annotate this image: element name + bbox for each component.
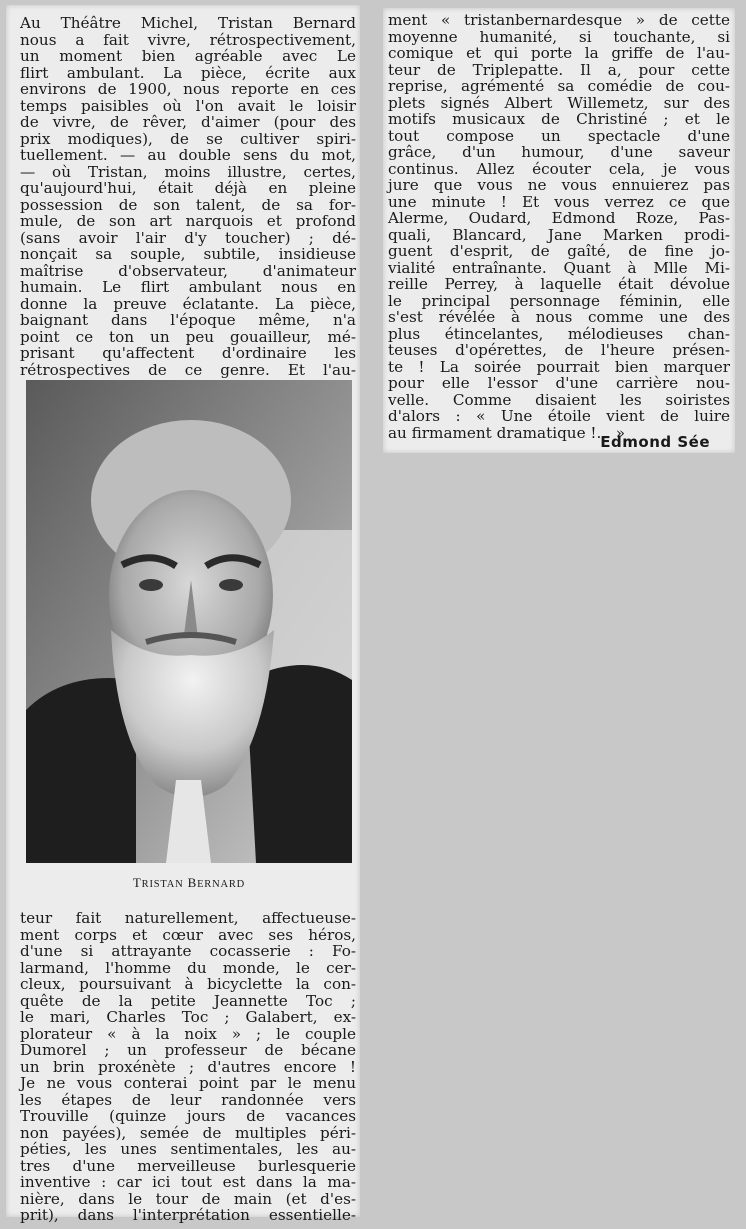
- text-line: Au Théâtre Michel, Tristan Bernard: [20, 14, 356, 32]
- text-line: humain. Le flirt ambulant nous en: [20, 278, 356, 296]
- text-line: flirt ambulant. La pièce, écrite aux: [20, 63, 356, 82]
- text-line: tres d'une merveilleuse burlesquerie: [20, 1156, 356, 1175]
- text-line: ment « tristanbernardesque » de cette: [388, 11, 730, 29]
- text-line: donne la preuve éclatante. La pièce,: [20, 294, 356, 313]
- article-column-3: [388, 12, 730, 441]
- text-line: rétrospectives de ce genre. Et l'au-: [20, 360, 356, 379]
- text-line: qu'aujourd'hui, était déjà en pleine: [20, 179, 356, 197]
- text-line: teur fait naturellement, affectueuse-: [20, 909, 356, 927]
- text-line: teur de Triplepatte. Il a, pour cette: [388, 60, 730, 79]
- text-line: (sans avoir l'air d'y toucher) ; dé-: [20, 228, 356, 247]
- text-line: une minute ! Et vous verrez ce que: [388, 192, 730, 211]
- text-line: larmand, l'homme du monde, le cer-: [20, 958, 356, 977]
- text-line: plets signés Albert Willemetz, sur des: [388, 93, 730, 112]
- text-line: ment corps et cœur avec ses héros,: [20, 925, 356, 944]
- text-line: maîtrise d'observateur, d'animateur: [20, 261, 356, 280]
- text-line: temps paisibles où l'on avait le loisir: [20, 96, 356, 115]
- text-line: s'est révélée à nous comme une des: [388, 308, 730, 326]
- text-line: jure que vous ne vous ennuierez pas: [388, 176, 730, 194]
- text-line: le mari, Charles Toc ; Galabert, ex-: [20, 1008, 356, 1026]
- text-line: d'alors : « Une étoile vient de luire: [388, 407, 730, 425]
- text-line: plorateur « à la noix » ; le couple: [20, 1024, 356, 1043]
- text-line: mule, de son art narquois et profond: [20, 212, 356, 230]
- text-line: point ce ton un peu gouailleur, mé-: [20, 327, 356, 346]
- text-line: prit), dans l'interprétation essentielle-: [20, 1206, 356, 1224]
- text-line: d'une si attrayante cocasserie : Fo-: [20, 942, 356, 960]
- text-line: Alerme, Oudard, Edmond Roze, Pas-: [388, 209, 730, 227]
- text-line: continus. Allez écouter cela, je vous: [388, 159, 730, 178]
- text-line: inventive : car ici tout est dans la ma-: [20, 1173, 356, 1191]
- text-line: quête de la petite Jeannette Toc ;: [20, 991, 356, 1010]
- text-line: tuellement. — au double sens du mot,: [20, 146, 356, 164]
- text-line: prisant qu'affectent d'ordinaire les: [20, 344, 356, 362]
- text-line: les étapes de leur randonnée vers: [20, 1090, 356, 1109]
- text-line: cleux, poursuivant à bicyclette la con-: [20, 975, 356, 993]
- text-line: quali, Blancard, Jane Marken prodi-: [388, 225, 730, 244]
- text-line: grâce, d'un humour, d'une saveur: [388, 143, 730, 161]
- text-line: prix modiques), de se cultiver spiri-: [20, 129, 356, 148]
- photo-caption: TRISTAN BERNARD: [132, 875, 246, 890]
- text-line: plus étincelantes, mélodieuses chan-: [388, 324, 730, 343]
- text-line: reille Perrey, à laquelle était dévolue: [388, 275, 730, 293]
- article-column-2: [20, 910, 356, 1224]
- text-line: teuses d'opérettes, de l'heure présen-: [388, 341, 730, 359]
- text-line: nonçait sa souple, subtile, insidieuse: [20, 245, 356, 263]
- text-line: tout compose un spectacle d'une: [388, 126, 730, 145]
- text-line: nous a fait vivre, rétrospectivement,: [20, 30, 356, 49]
- text-line: Je ne vous conterai point par le menu: [20, 1074, 356, 1092]
- text-line: baignant dans l'époque même, n'a: [20, 311, 356, 329]
- text-line: environs de 1900, nous reporte en ces: [20, 80, 356, 98]
- text-line: te ! La soirée pourrait bien marquer: [388, 357, 730, 376]
- text-line: — où Tristan, moins illustre, certes,: [20, 162, 356, 181]
- article-column-1: [20, 15, 356, 378]
- text-line: moyenne humanité, si touchante, si: [388, 27, 730, 46]
- text-line: au firmament dramatique !... »: [388, 423, 626, 442]
- text-line: non payées), semée de multiples péri-: [20, 1123, 356, 1142]
- portrait-photo: [26, 380, 352, 863]
- author-byline: Edmond Sée: [600, 433, 710, 451]
- text-line: velle. Comme disaient les soiristes: [388, 390, 730, 409]
- text-line: guent d'esprit, de gaîté, de fine jo-: [388, 242, 730, 260]
- text-line: le principal personnage féminin, elle: [388, 291, 730, 310]
- text-line: comique et qui porte la griffe de l'au-: [388, 44, 730, 62]
- text-line: de vivre, de rêver, d'aimer (pour des: [20, 113, 356, 131]
- text-line: vialité entraînante. Quant à Mlle Mi-: [388, 258, 730, 277]
- text-line: péties, les unes sentimentales, les au-: [20, 1140, 356, 1158]
- text-line: nière, dans le tour de main (et d'es-: [20, 1189, 356, 1208]
- text-line: motifs musicaux de Christiné ; et le: [388, 110, 730, 128]
- text-line: possession de son talent, de sa for-: [20, 195, 356, 214]
- text-line: un moment bien agréable avec Le: [20, 47, 356, 65]
- portrait-photo-image: [26, 380, 352, 863]
- text-line: Trouville (quinze jours de vacances: [20, 1107, 356, 1125]
- text-line: un brin proxénète ; d'autres encore !: [20, 1057, 356, 1076]
- text-line: reprise, agrémenté sa comédie de cou-: [388, 77, 730, 95]
- text-line: pour elle l'essor d'une carrière nou-: [388, 374, 730, 392]
- text-line: Dumorel ; un professeur de bécane: [20, 1041, 356, 1059]
